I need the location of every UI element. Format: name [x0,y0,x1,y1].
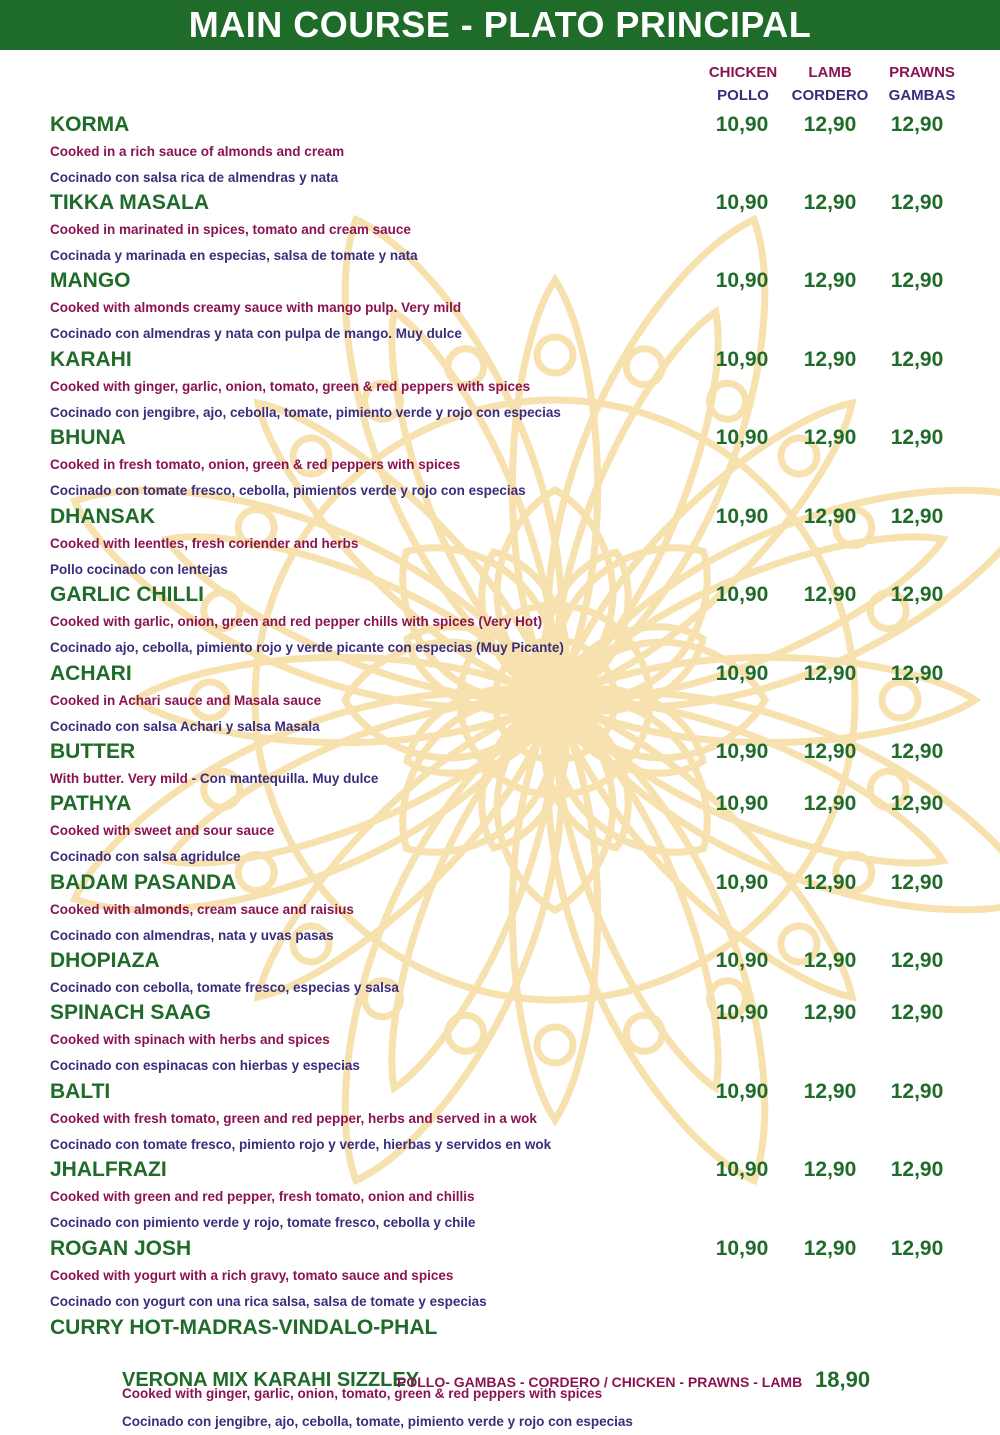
menu-item [50,347,970,425]
dish-description-en: Cooked in fresh tomato, onion, green & red peppers with spices [50,457,461,472]
special-desc-en: Cooked with ginger, garlic, onion, tomato, green & red peppers with spices [122,1386,603,1401]
dish-description-en: Cooked with green and red pepper, fresh tomato, onion and chillis [50,1189,475,1204]
dish-description-es: Cocinado con almendras, nata y uvas pasas [50,928,334,943]
column-header-prawns: PRAWNS GAMBAS [888,64,956,104]
price-lamb: 12,90 [803,662,857,685]
price-prawns: 12,90 [890,871,944,894]
dish-name: TIKKA MASALA [50,191,210,214]
menu-item [50,190,970,268]
column-header-chicken: CHICKEN POLLO [708,64,778,104]
dish-description-en: Cooked in marinated in spices, tomato and cream sauce [50,222,411,237]
dish-description-es: Cocinado con almendras y nata con pulpa de mango. Muy dulce [50,326,462,341]
dish-name: BHUNA [50,426,126,449]
price-lamb: 12,90 [803,1080,857,1103]
dish-name: CURRY HOT-MADRAS-VINDALO-PHAL [50,1316,438,1339]
dish-description-en: Cooked with garlic, onion, green and red pepper chills with spices (Very Hot) [50,614,543,629]
price-prawns: 12,90 [890,191,944,214]
price-chicken: 10,90 [715,348,769,371]
price-prawns: 12,90 [890,1158,944,1181]
price-prawns: 12,90 [890,1237,944,1260]
price-prawns: 12,90 [890,505,944,528]
dish-name: JHALFRAZI [50,1158,167,1181]
dish-name: ROGAN JOSH [50,1237,192,1260]
dish-description-en: Cooked with sweet and sour sauce [50,823,275,838]
menu-item [50,268,970,346]
price-chicken: 10,90 [715,505,769,528]
price-lamb: 12,90 [803,191,857,214]
price-lamb: 12,90 [803,1237,857,1260]
price-prawns: 12,90 [890,1080,944,1103]
price-lamb: 12,90 [803,871,857,894]
price-chicken: 10,90 [715,740,769,763]
price-lamb: 12,90 [803,740,857,763]
price-prawns: 12,90 [890,348,944,371]
special-price: 18,90 [815,1367,871,1392]
price-chicken: 10,90 [715,871,769,894]
menu-item [50,870,970,948]
dish-name: PATHYA [50,792,132,815]
price-prawns: 12,90 [890,269,944,292]
dish-description-en: Cooked in a rich sauce of almonds and cream [50,144,345,159]
price-lamb: 12,90 [803,426,857,449]
page-title: MAIN COURSE - PLATO PRINCIPAL [188,4,812,45]
menu-item [50,112,970,190]
price-lamb: 12,90 [803,792,857,815]
price-prawns: 12,90 [890,1001,944,1024]
price-lamb: 12,90 [803,505,857,528]
price-chicken: 10,90 [715,269,769,292]
price-chicken: 10,90 [715,1237,769,1260]
price-chicken: 10,90 [715,1001,769,1024]
dish-name: KORMA [50,113,130,136]
dish-description-es: Cocinado ajo, cebolla, pimiento rojo y verde picante con especias (Muy Picante) [50,640,564,655]
dish-description-es: Cocinado con espinacas con hierbas y especias [50,1058,360,1073]
price-lamb: 12,90 [803,583,857,606]
price-prawns: 12,90 [890,583,944,606]
dish-description-en: Cooked with almonds creamy sauce with mango pulp. Very mild [50,300,462,315]
dish-description-es-inline: - Con mantequilla. Muy dulce [187,771,379,786]
price-lamb: 12,90 [803,348,857,371]
menu-item [50,1000,970,1078]
price-prawns: 12,90 [890,792,944,815]
dish-name: DHANSAK [50,505,155,528]
price-chicken: 10,90 [715,113,769,136]
menu-item [50,661,970,739]
menu-item [50,791,970,869]
price-prawns: 12,90 [890,426,944,449]
dish-description-en: Cooked with yogurt with a rich gravy, tomato sauce and spices [50,1268,454,1283]
price-lamb: 12,90 [803,113,857,136]
price-chicken: 10,90 [715,583,769,606]
price-prawns: 12,90 [890,662,944,685]
menu-item [50,1157,970,1235]
dish-description-es: Cocinado con salsa rica de almendras y nata [50,170,339,185]
dish-description-es: Pollo cocinado con lentejas [50,562,228,577]
special-subtitle: POLLO- GAMBAS - CORDERO / CHICKEN - PRAWNS - LAMB [397,1374,803,1390]
dish-description-es: Cocinado con cebolla, tomate fresco, especias y salsa [50,980,399,995]
dish-description-en: Cooked with almonds, cream sauce and raisius [50,902,354,917]
menu-item [50,1079,970,1157]
dish-description-en: Cooked with spinach with herbs and spices [50,1032,330,1047]
dish-description-es: Cocinado con pimiento verde y rojo, tomate fresco, cebolla y chile [50,1215,476,1230]
menu-item [50,504,970,582]
column-header-lamb: LAMB CORDERO [791,64,869,104]
menu-item [50,425,970,503]
dish-description-es: Cocinado con yogurt con una rica salsa, salsa de tomate y especias [50,1294,487,1309]
dish-name: BALTI [50,1080,111,1103]
price-prawns: 12,90 [890,113,944,136]
price-prawns: 12,90 [890,949,944,972]
dish-description-en: Cooked with leentles, fresh coriender and herbs [50,536,359,551]
dish-description-en: Cooked in Achari sauce and Masala sauce [50,693,322,708]
dish-name: ACHARI [50,662,132,685]
dish-name: SPINACH SAAG [50,1001,212,1024]
dish-description-es: Cocinado con tomate fresco, pimiento rojo y verde, hierbas y servidos en wok [50,1137,552,1152]
special-desc-es: Cocinado con jengibre, ajo, cebolla, tomate, pimiento verde y rojo con especias [122,1414,633,1429]
dish-description-es: Cocinado con tomate fresco, cebolla, pimientos verde y rojo con especias [50,483,526,498]
dish-name: MANGO [50,269,131,292]
dish-name: BADAM PASANDA [50,871,237,894]
dish-name: BUTTER [50,740,136,763]
price-lamb: 12,90 [803,949,857,972]
dish-description-en: With butter. Very mild - Con mantequilla. Muy dulce [50,771,379,786]
special-name: VERONA MIX KARAHI SIZZLEY [122,1369,420,1391]
price-lamb: 12,90 [803,1158,857,1181]
price-lamb: 12,90 [803,1001,857,1024]
dish-description-es: Cocinado con jengibre, ajo, cebolla, tomate, pimiento verde y rojo con especias [50,405,561,420]
price-chicken: 10,90 [715,1158,769,1181]
dish-description-es: Cocinada y marinada en especias, salsa de tomate y nata [50,248,418,263]
price-chicken: 10,90 [715,191,769,214]
dish-name: KARAHI [50,348,132,371]
dish-description-en: Cooked with ginger, garlic, onion, tomato, green & red peppers with spices [50,379,531,394]
price-chicken: 10,90 [715,792,769,815]
dish-name: DHOPIAZA [50,949,160,972]
special-item [122,1368,922,1428]
price-chicken: 10,90 [715,426,769,449]
menu-item [50,582,970,660]
dish-name: GARLIC CHILLI [50,583,204,606]
page-header [0,0,1000,50]
dish-description-es: Cocinado con salsa agridulce [50,849,241,864]
menu-item [50,1236,970,1314]
dish-description-es: Cocinado con salsa Achari y salsa Masala [50,719,320,734]
price-chicken: 10,90 [715,662,769,685]
price-lamb: 12,90 [803,269,857,292]
price-chicken: 10,90 [715,1080,769,1103]
price-chicken: 10,90 [715,949,769,972]
dish-description-en: Cooked with fresh tomato, green and red pepper, herbs and served in a wok [50,1111,537,1126]
price-prawns: 12,90 [890,740,944,763]
